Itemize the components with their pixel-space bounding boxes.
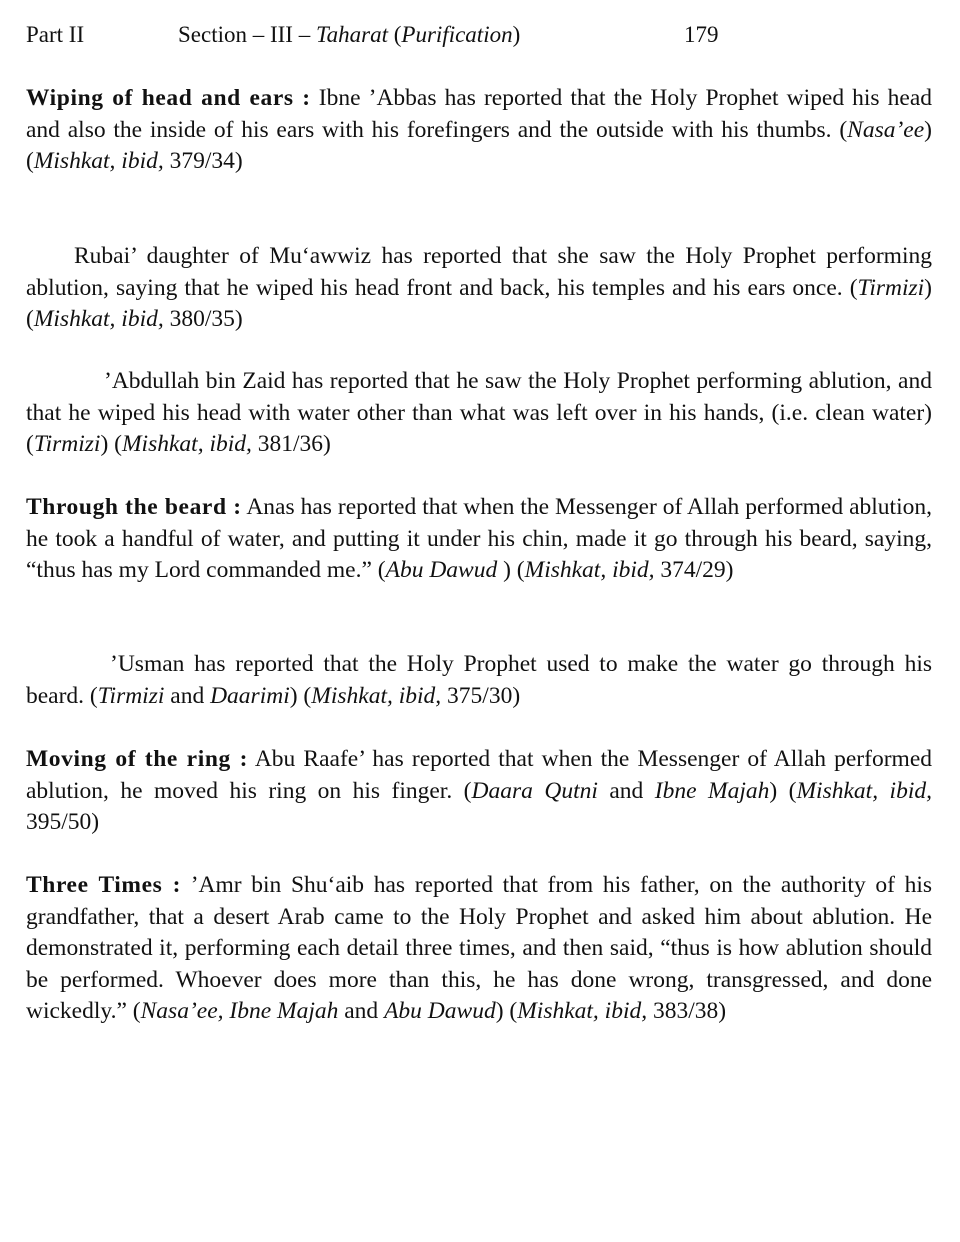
citation-source: Nasa’ee — [847, 116, 925, 143]
citation-mishkat: Mishkat, ibid, — [311, 682, 442, 709]
citation-source: Tirmizi — [857, 274, 925, 301]
paragraph-heading: Through the beard : — [26, 494, 242, 520]
citation-source-2: Abu Dawud — [384, 998, 496, 1024]
citation-mishkat: Mishkat, ibid, — [517, 998, 648, 1024]
page-number: 179 — [684, 22, 719, 47]
citation-separator: ) ( — [26, 274, 932, 332]
citation-number: 380/35) — [163, 306, 243, 332]
citation-separator: ) ( — [26, 116, 932, 174]
citation-separator-2: ) ( — [769, 777, 797, 804]
citation-number: 379/34) — [163, 148, 243, 174]
paragraph-text: Rubai’ daughter of Mu‘awwiz has reported that she saw the Holy Prophet performing ablution, saying that he wiped his head front and back, his temples and his ears once. ( — [26, 243, 932, 301]
paragraph-abdullah — [26, 366, 932, 461]
paragraph-text: Abu Raafe’ has reported that when the Messenger of Allah performed ablution, he moved his ring on his finger. ( — [26, 746, 932, 804]
citation-source: Daara Qutni — [471, 777, 598, 804]
header-paren-close: ) — [512, 22, 521, 47]
citation-mishkat: Mishkat, ibid, — [121, 431, 252, 457]
paragraph-heading: Moving of the ring : — [26, 746, 249, 772]
paragraph-text: ’Abdullah bin Zaid has reported that he saw the Holy Prophet performing ablution, and that he wiped his head with water other than what was left over in his hands, (i.e. clean water) ( — [26, 368, 932, 457]
citation-source: Nasa’ee, Ibne Majah — [140, 998, 339, 1024]
citation-source: Abu Dawud — [385, 557, 498, 583]
paragraph-text: Anas has reported that when the Messenger of Allah performed ablution, he took a handful of water, and putting it under his chin, made it go through his beard, saying, “thus has my Lord commanded me.” ( — [26, 494, 932, 583]
citation-mishkat: Mishkat, ibid, — [33, 148, 164, 174]
citation-number: 383/38) — [647, 998, 727, 1024]
header-section-title: Taharat — [315, 22, 388, 47]
citation-mishkat: Mishkat, ibid, — [524, 557, 655, 583]
citation-number: 381/36) — [251, 431, 331, 457]
citation-separator: and — [338, 998, 385, 1024]
citation-source-2: Ibne Majah — [654, 777, 770, 804]
header-part: Part II — [26, 22, 85, 47]
header-paren-open: ( — [388, 22, 402, 47]
citation-separator-2: ) ( — [289, 682, 312, 709]
paragraph-rubai — [26, 241, 932, 336]
paragraph-three-times — [26, 870, 932, 1028]
running-header — [26, 18, 786, 52]
paragraph-moving-ring — [26, 744, 932, 839]
header-section-subtitle: Purification — [401, 22, 513, 47]
citation-source: Tirmizi — [33, 431, 101, 457]
citation-separator-2: ) ( — [495, 998, 518, 1024]
paragraph-wiping-head-ears — [26, 83, 932, 178]
paragraph-heading: Three Times : — [26, 872, 182, 898]
citation-mishkat: Mishkat, ibid, — [796, 777, 932, 804]
citation-mishkat: Mishkat, ibid, — [33, 306, 164, 332]
citation-separator: and — [597, 777, 655, 804]
paragraph-text: ’Usman has reported that the Holy Prophet used to make the water go through his beard. ( — [26, 651, 932, 709]
citation-source: Tirmizi — [97, 682, 165, 709]
paragraph-text: Ibne ’Abbas has reported that the Holy Prophet wiped his head and also the inside of his ears with his forefingers and the outside with his thumbs. ( — [26, 85, 932, 143]
citation-separator: ) ( — [100, 431, 122, 457]
header-section-prefix: Section – III – — [178, 22, 316, 47]
citation-number: 375/30) — [441, 682, 521, 709]
paragraph-through-beard — [26, 492, 932, 587]
citation-number: 374/29) — [654, 557, 734, 583]
paragraph-text: ’Amr bin Shu‘aib has reported that from his father, on the authority of his grandfather, that a desert Arab came to the Holy Prophet and asked him about ablution. He demonstrated it, performing each detail three times, and then said, “thus is how ablution should be performed. Whoever does more than this, he has done wrong, transgressed, and done wickedly.” ( — [26, 872, 932, 1024]
citation-separator: ) ( — [497, 557, 525, 583]
header-section — [178, 18, 520, 52]
citation-separator: and — [164, 682, 211, 709]
paragraph-usman — [26, 649, 932, 712]
citation-number: 395/50) — [26, 809, 100, 835]
paragraph-heading: Wiping of head and ears : — [26, 85, 311, 111]
citation-source-2: Daarimi — [210, 682, 290, 709]
